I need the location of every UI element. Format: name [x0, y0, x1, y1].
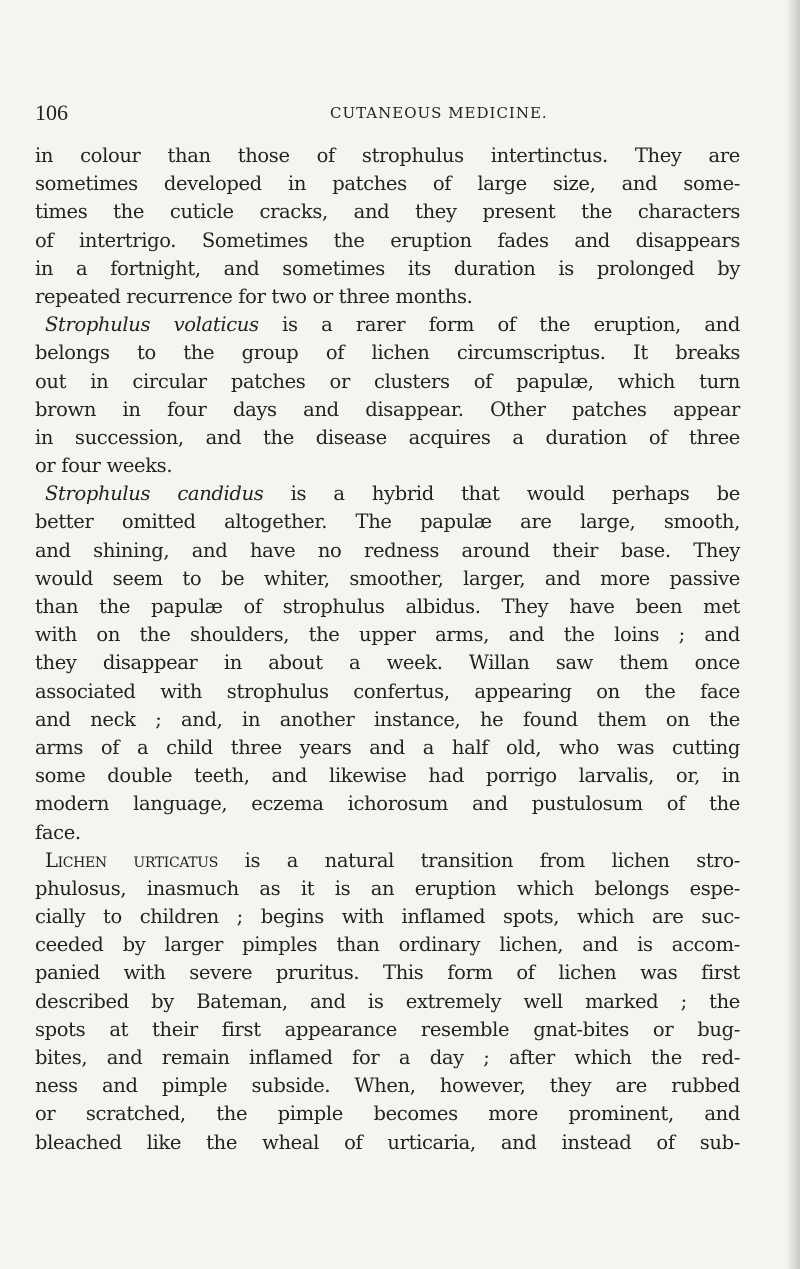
line-content	[45, 482, 740, 505]
text-line	[35, 227, 740, 255]
text-line	[35, 847, 740, 875]
text-line	[35, 424, 740, 452]
text-line	[35, 142, 740, 170]
text-line	[35, 875, 740, 903]
paragraph-lead-term: Strophulus volaticus	[45, 313, 259, 337]
text-line	[35, 508, 740, 536]
line-text: arms of a child three years and a half old, who was cutting	[35, 735, 740, 759]
text-line	[35, 1016, 740, 1044]
line-text: better omitted altogether. The papulæ are large, smooth,	[35, 510, 740, 534]
text-line	[35, 565, 740, 593]
line-content	[45, 849, 740, 872]
line-text: with on the shoulders, the upper arms, and the loins ; and	[35, 623, 740, 647]
text-line	[35, 790, 740, 818]
line-text: panied with severe pruritus. This form of lichen was first	[35, 961, 740, 985]
line-text: associated with strophulus confertus, appearing on the face	[35, 679, 740, 703]
text-line	[35, 339, 740, 367]
line-text: cially to children ; begins with inflamed spots, which are suc-	[35, 905, 740, 929]
text-line	[35, 283, 740, 311]
text-line	[35, 621, 740, 649]
line-text: they disappear in about a week. Willan saw them once	[35, 651, 740, 675]
line-text: is a natural transition from lichen stro-	[218, 848, 740, 872]
line-text: would seem to be whiter, smoother, larger, and more passive	[35, 566, 740, 590]
text-line	[35, 678, 740, 706]
line-text: than the papulæ of strophulus albidus. They have been met	[35, 595, 740, 618]
text-line	[35, 959, 740, 987]
text-line	[35, 1072, 740, 1100]
text-line	[35, 734, 740, 762]
line-text: times the cuticle cracks, and they present the characters	[35, 200, 740, 224]
text-line	[35, 255, 740, 283]
text-line	[35, 1129, 740, 1157]
text-line	[35, 311, 740, 339]
text-line	[35, 368, 740, 396]
text-line	[35, 537, 740, 565]
line-text: spots at their first appearance resemble gnat-bites or bug-	[35, 1017, 740, 1041]
text-line	[35, 480, 740, 508]
paragraph-lead-term: Lichen urticatus	[45, 848, 218, 872]
text-line	[35, 706, 740, 734]
text-line	[35, 396, 740, 424]
text-line	[35, 988, 740, 1016]
line-text: phulosus, inasmuch as it is an eruption which belongs espe-	[35, 876, 740, 900]
line-text: of intertrigo. Sometimes the eruption fades and disappears	[35, 228, 740, 252]
line-text: bites, and remain inflamed for a day ; after which the red-	[35, 1046, 740, 1069]
line-text: or four weeks.	[35, 454, 173, 478]
text-line	[35, 170, 740, 198]
text-line	[35, 903, 740, 931]
line-text: is a rarer form of the eruption, and	[258, 313, 740, 337]
text-line	[35, 819, 740, 847]
line-text: and shining, and have no redness around their base. They	[35, 538, 740, 562]
body-text	[35, 142, 740, 1157]
text-line	[35, 452, 740, 480]
text-line	[35, 1044, 740, 1072]
line-text: repeated recurrence for two or three months.	[35, 284, 473, 308]
page-header	[35, 100, 740, 126]
text-line	[35, 593, 740, 621]
line-text: some double teeth, and likewise had porrigo larvalis, or, in	[35, 764, 740, 788]
line-text: modern language, eczema ichorosum and pustulosum of the	[35, 792, 740, 816]
line-text: sometimes developed in patches of large size, and some-	[35, 172, 740, 196]
line-text: in succession, and the disease acquires a duration of three	[35, 425, 740, 449]
page-edge-shadow	[786, 0, 800, 1269]
line-text: is a hybrid that would perhaps be	[263, 482, 740, 506]
page-number: 106	[35, 100, 68, 125]
line-text: belongs to the group of lichen circumscriptus. It breaks	[35, 341, 740, 365]
running-title: CUTANEOUS MEDICINE.	[330, 104, 548, 122]
text-line	[35, 931, 740, 959]
line-text: bleached like the wheal of urticaria, and instead of sub-	[35, 1130, 740, 1154]
line-text: and neck ; and, in another instance, he found them on the	[35, 707, 740, 731]
text-line	[35, 198, 740, 226]
line-text: or scratched, the pimple becomes more prominent, and	[35, 1102, 740, 1126]
line-text: ness and pimple subside. When, however, they are rubbed	[35, 1074, 740, 1098]
line-text: brown in four days and disappear. Other patches appear	[35, 397, 740, 421]
paragraph-lead-term: Strophulus candidus	[45, 482, 264, 506]
line-text: face.	[35, 820, 81, 844]
line-text: described by Bateman, and is extremely well marked ; the	[35, 989, 740, 1013]
text-line	[35, 649, 740, 677]
line-text: in colour than those of strophulus intertinctus. They are	[35, 144, 740, 167]
text-line	[35, 1100, 740, 1128]
line-text: ceeded by larger pimples than ordinary lichen, and is accom-	[35, 933, 740, 957]
text-line	[35, 762, 740, 790]
line-content	[45, 313, 740, 336]
line-text: out in circular patches or clusters of papulæ, which turn	[35, 369, 740, 393]
line-text: in a fortnight, and sometimes its duration is prolonged by	[35, 256, 740, 280]
